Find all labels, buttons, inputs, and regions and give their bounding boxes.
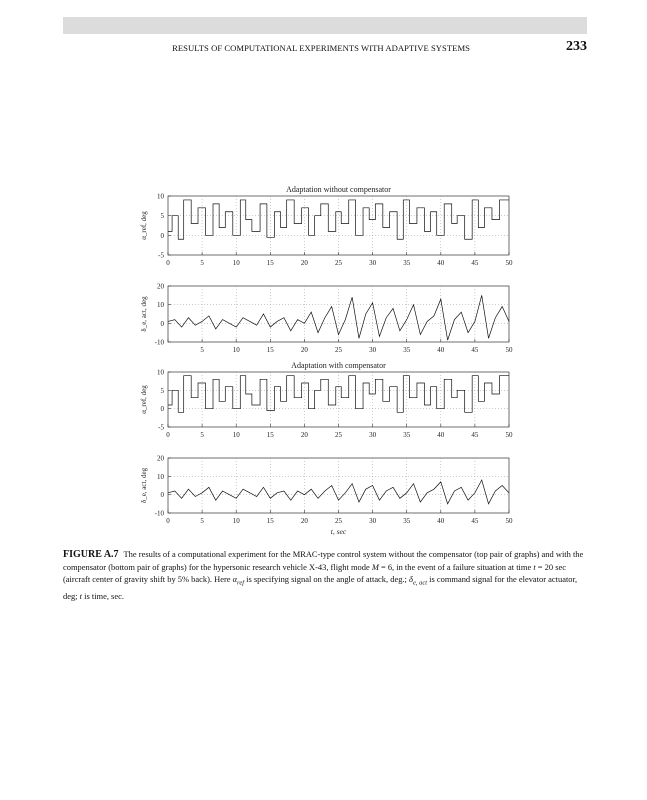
x-tick-label: 20 [300, 259, 308, 267]
caption-text: = 6, in the event of a failure situation at time [378, 562, 534, 573]
x-tick-label: 15 [266, 259, 274, 267]
caption-var-t: t [533, 562, 536, 573]
y-tick-label: 10 [157, 368, 164, 377]
x-tick-label: 25 [335, 431, 342, 439]
caption-alpha: α [232, 574, 238, 585]
x-tick-label: 45 [471, 431, 479, 439]
caption-alpha-sub: ref [237, 580, 245, 588]
y-tick-label: -10 [154, 338, 164, 347]
y-axis-label: δ_e, act, deg [140, 467, 148, 504]
page-number: 233 [566, 39, 587, 54]
x-tick-label: 30 [369, 431, 377, 439]
x-tick-label: 50 [505, 517, 513, 525]
x-tick-label: 35 [403, 346, 411, 354]
x-tick-label: 5 [200, 431, 204, 439]
y-tick-label: 10 [157, 301, 164, 310]
x-tick-label: 50 [505, 259, 513, 267]
x-tick-label: 10 [232, 517, 240, 525]
caption-text: is specifying signal on the angle of attack, deg.; [244, 574, 409, 585]
x-tick-label: 20 [300, 346, 308, 354]
y-tick-label: 20 [157, 282, 164, 291]
x-tick-label: 5 [200, 346, 204, 354]
y-tick-label: 0 [160, 491, 164, 500]
y-tick-label: 0 [160, 405, 164, 414]
x-tick-label: 40 [437, 431, 445, 439]
x-tick-label: 35 [403, 517, 411, 525]
x-tick-label: 25 [335, 346, 342, 354]
caption-delta-sub: e, act [412, 580, 428, 588]
x-tick-label: 50 [505, 346, 513, 354]
y-tick-label: 5 [160, 212, 164, 221]
caption-text: = 20 sec (aircraft center of gravity shift by 5% back). Here [63, 562, 566, 585]
y-tick-label: -5 [158, 423, 164, 432]
x-tick-label: 35 [403, 259, 411, 267]
x-tick-label: 15 [266, 346, 274, 354]
x-tick-label: 0 [166, 259, 170, 267]
y-tick-label: 10 [157, 472, 164, 481]
x-tick-label: 30 [369, 346, 377, 354]
x-tick-label: 25 [335, 259, 342, 267]
y-axis-label: δ_e, act, deg [140, 296, 148, 332]
chart-title: Adaptation without compensator [286, 185, 391, 194]
figure-caption [63, 548, 587, 603]
x-tick-label: 45 [471, 346, 479, 354]
running-title: RESULTS OF COMPUTATIONAL EXPERIMENTS WITH ADAPTIVE SYSTEMS [172, 43, 470, 53]
y-tick-label: 0 [160, 319, 164, 328]
x-tick-label: 45 [471, 259, 479, 267]
x-tick-label: 45 [471, 517, 479, 525]
x-tick-label: 10 [232, 259, 240, 267]
x-axis-label: t, sec [330, 527, 347, 536]
y-tick-label: 10 [157, 192, 164, 201]
x-tick-label: 20 [300, 517, 308, 525]
x-tick-label: 0 [166, 431, 170, 439]
caption-delta: δ [409, 574, 413, 585]
x-tick-label: 5 [200, 259, 204, 267]
y-axis-label: α_ref, deg [140, 385, 148, 414]
y-tick-label: 5 [160, 386, 164, 395]
x-tick-label: 40 [437, 517, 445, 525]
x-tick-label: 5 [200, 517, 204, 525]
x-tick-label: 40 [437, 346, 445, 354]
y-tick-label: -5 [158, 251, 164, 260]
x-tick-label: 10 [232, 431, 240, 439]
y-tick-label: 20 [157, 454, 164, 463]
figure-label: FIGURE A.7 [63, 549, 119, 560]
x-tick-label: 10 [232, 346, 240, 354]
caption-var-t: t [79, 591, 82, 602]
x-tick-label: 35 [403, 431, 411, 439]
x-tick-label: 25 [335, 517, 342, 525]
caption-text: is command signal for the elevator actuator, deg; [63, 574, 578, 602]
x-tick-label: 15 [266, 431, 274, 439]
x-tick-label: 20 [300, 431, 308, 439]
x-tick-label: 40 [437, 259, 445, 267]
x-tick-label: 50 [505, 431, 513, 439]
x-tick-label: 30 [369, 517, 377, 525]
x-tick-label: 30 [369, 259, 377, 267]
y-axis-label: α_ref, deg [140, 211, 148, 240]
caption-var-m: M [371, 562, 379, 573]
y-tick-label: 0 [160, 231, 164, 240]
series-line [168, 295, 509, 340]
x-tick-label: 15 [266, 517, 274, 525]
caption-text: The results of a computational experiment for the MRAC-type control system without the compensator (top pair of graphs) and with the compensator (bottom pair of graphs) for the hypersonic research vehicle X-43, flight mode [63, 549, 584, 573]
y-tick-label: -10 [154, 509, 164, 518]
caption-text: is time, sec. [82, 591, 124, 602]
chart-title: Adaptation with compensator [291, 361, 386, 370]
x-tick-label: 0 [166, 517, 170, 525]
